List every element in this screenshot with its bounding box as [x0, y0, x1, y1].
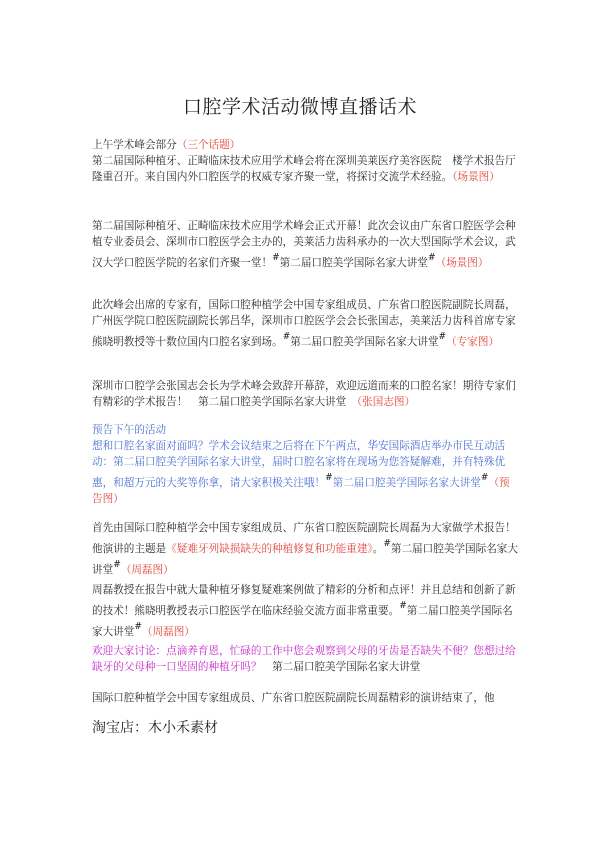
paragraph-opening — [92, 218, 520, 271]
paragraph-discussion — [92, 643, 520, 675]
paragraph-text: 深圳市口腔学会张国志会长为学术峰会致辞开幕辞，欢迎远道而来的口腔名家！期待专家们有精彩的学术报告！ — [92, 380, 516, 408]
hash-mark: # — [325, 473, 333, 483]
hash-mark: # — [113, 560, 121, 570]
paragraph-text: 想和口腔名家面对面吗？学术会议结束之后将在下午两点，华安国际酒店举办市民互动活动：第二届口腔美学国际名家大讲堂，届时口腔名家将在现场为您答疑解难，并有特殊优惠，和超万元的大奖等你拿，请大家积极关注哦！ — [92, 440, 506, 489]
paragraph-intro — [92, 137, 520, 185]
topic-tag: 第二届口腔美学国际名家大讲堂 — [279, 257, 428, 269]
paragraph-text: 国际口腔种植学会中国专家组成员、广东省口腔医院副院长周磊精彩的演讲结束了，他 — [92, 692, 495, 704]
topic-tag: 第二届口腔美学国际名家大讲堂 — [197, 396, 347, 408]
discussion-text: 欢迎大家讨论：点滴养育恩，忙碌的工作中您会观察到父母的牙齿是否缺失不便？您想过给缺牙的父母种一口坚固的种植牙吗？ — [92, 645, 516, 673]
image-note: （专家图） — [446, 336, 500, 348]
paragraph-welcome — [92, 378, 520, 410]
paragraph-text: 首先由国际口腔种植学会中国专家组成员、广东省口腔医院副院长周磊为大家做学术报告！他演讲的主题是 — [92, 522, 516, 555]
hash-mark: # — [399, 601, 407, 611]
section-heading-tag: （三个话题） — [176, 139, 241, 151]
section-heading: 上午学术峰会部分 — [92, 139, 177, 151]
image-note: （周磊图） — [141, 626, 195, 638]
image-note: （周磊图） — [120, 564, 174, 576]
section-heading: 预告下午的活动 — [92, 424, 167, 436]
topic-tag: 第二届口腔美学国际名家大讲堂 — [332, 477, 481, 489]
topic-tag: 第二届口腔美学国际名家大讲堂 — [272, 661, 421, 673]
image-note: （场景图） — [452, 171, 500, 183]
topic-tag: 第二届口腔美学国际名家大讲堂 — [290, 336, 439, 348]
paragraph-experts — [92, 297, 520, 350]
paragraph-analysis — [92, 582, 520, 640]
image-note: （场景图） — [435, 257, 489, 269]
hash-mark: # — [438, 332, 447, 342]
paragraph-closing — [92, 690, 520, 706]
paragraph-text: 第二届国际种植牙、正畸临床技术应用学术峰会正式开幕！此次会议由广东省口腔医学会种植专业委员会、深圳市口腔医学会主办的，美莱活力齿科承办的一次大型国际学术会议，武汉大学口腔医学院的名家们齐聚一堂！ — [92, 220, 516, 269]
hash-mark: # — [282, 332, 291, 342]
page-title: 口腔学术活动微博直播话术 — [182, 96, 417, 118]
paragraph-text: 第二届国际种植牙、正畸临床技术应用学术峰会将在深圳美莱医疗美容医院 楼学术报告厅隆重召开。来自国内外口腔医学的权威专家齐聚一堂，将探讨交流学术经验。 — [92, 155, 516, 183]
hash-mark: # — [427, 253, 436, 263]
footer-shop-label: 淘宝店：木小禾素材 — [92, 720, 218, 736]
paragraph-afternoon-preview — [92, 422, 520, 507]
hash-mark: # — [480, 473, 489, 483]
hash-mark: # — [272, 253, 280, 263]
hash-mark: # — [134, 622, 142, 632]
image-note: （预告图） — [92, 477, 510, 505]
paragraph-report — [92, 520, 520, 578]
image-note: （张国志图） — [356, 396, 416, 408]
punctuation: 。 — [372, 543, 384, 555]
paragraph-text: 周磊教授在报告中就大量种植牙修复疑难案例做了精彩的分析和点评！并且总结和创新了新的技术！熊晓明教授表示口腔医学在临床经验交流方面非常重要。 — [92, 584, 516, 617]
topic-tag: 第二届口腔美学国际名家大讲堂 — [92, 605, 513, 638]
paragraph-text: 此次峰会出席的专家有，国际口腔种植学会中国专家组成员、广东省口腔医院副院长周磊，广州医学院口腔医院副院长郭吕华，深圳市口腔医学会会长张国志，美莱活力齿科首席专家熊晓明教授等十数位国内口腔名家到场。 — [92, 299, 516, 348]
hash-mark: # — [383, 539, 391, 549]
topic-tag: 第二届口腔美学国际名家大讲堂 — [92, 543, 518, 576]
report-theme: 《疑难牙列缺损缺失的种植修复和功能重建》 — [166, 543, 373, 555]
